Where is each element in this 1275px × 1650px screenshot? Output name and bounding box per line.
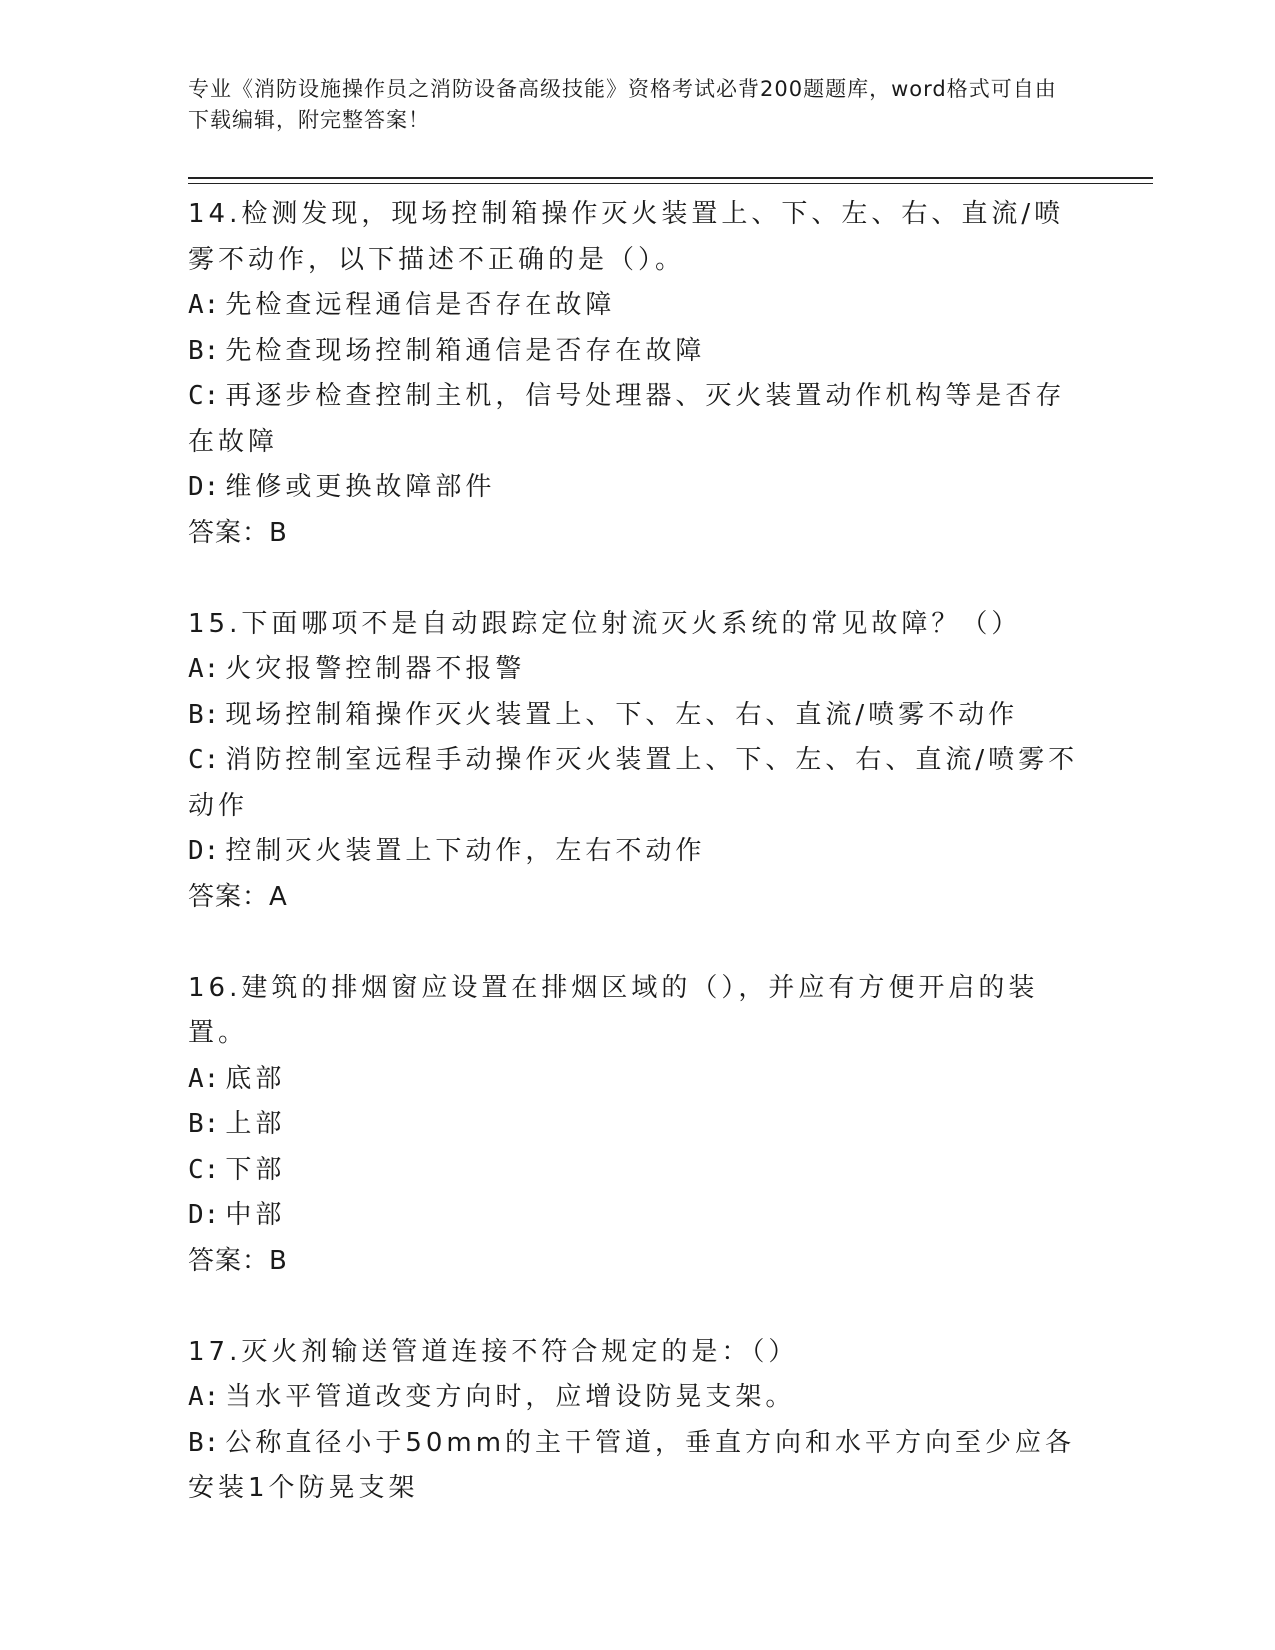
option-label: A: [188,1382,220,1412]
option-c [188,374,1088,465]
question-16 [188,966,1088,1285]
option-c [188,1148,1088,1194]
question-stem: 14.检测发现，现场控制箱操作灭火装置上、下、左、右、直流/喷雾不动作，以下描述不正确的是（）。 [188,199,1065,275]
option-text: 下部 [225,1154,286,1185]
option-b [188,693,1088,739]
option-b [188,329,1088,375]
question-14 [188,192,1088,556]
spacer [188,920,1088,966]
option-text: 上部 [225,1109,286,1139]
option-label: C: [188,745,220,775]
option-text: 当水平管道改变方向时，应增设防晃支架。 [225,1382,796,1412]
option-d [188,1193,1088,1239]
option-label: C: [188,381,220,411]
question-15 [188,602,1088,921]
option-label: B: [188,1109,220,1139]
option-label: D: [188,472,220,502]
option-text: 维修或更换故障部件 [225,472,496,502]
option-a [188,1375,1088,1421]
document-header [188,74,1068,136]
option-label: A: [188,654,220,684]
option-label: B: [188,335,220,366]
option-text: 控制灭火装置上下动作，左右不动作 [225,836,706,866]
option-text: 再逐步检查控制主机，信号处理器、灭火装置动作机构等是否存在故障 [188,381,1066,457]
option-b [188,1102,1088,1148]
option-label: A: [188,1063,220,1094]
option-a [188,647,1088,693]
option-d [188,829,1088,875]
option-label: A: [188,290,220,320]
question-stem: 16.建筑的排烟窗应设置在排烟区域的（），并应有方便开启的装置。 [188,972,1039,1048]
answer-line: 答案：B [188,517,288,548]
option-label: B: [188,1427,220,1458]
option-d [188,465,1088,511]
spacer [188,1284,1088,1330]
option-label: B: [188,699,220,730]
option-a [188,283,1088,329]
option-c [188,738,1088,829]
option-text: 公称直径小于50mm的主干管道，垂直方向和水平方向至少应各安装1个防晃支架 [188,1427,1076,1503]
option-text: 先检查远程通信是否存在故障 [225,290,616,320]
question-stem: 17.灭火剂输送管道连接不符合规定的是：（） [188,1336,799,1367]
question-stem: 15.下面哪项不是自动跟踪定位射流灭火系统的常见故障？（） [188,608,1022,639]
question-list [188,192,1088,1512]
header-divider-thick [188,177,1153,179]
answer-line: 答案：B [188,1245,288,1276]
option-text: 底部 [225,1063,286,1094]
option-text: 火灾报警控制器不报警 [225,654,526,684]
option-label: D: [188,1200,220,1230]
option-text: 现场控制箱操作灭火装置上、下、左、右、直流/喷雾不动作 [225,699,1019,730]
spacer [188,556,1088,602]
option-text: 先检查现场控制箱通信是否存在故障 [225,335,706,366]
header-divider-thin [188,183,1153,184]
option-b [188,1421,1088,1512]
option-a [188,1057,1088,1103]
option-text: 消防控制室远程手动操作灭火装置上、下、左、右、直流/喷雾不动作 [188,745,1079,821]
answer-line: 答案：A [188,881,288,912]
question-17 [188,1330,1088,1512]
option-text: 中部 [225,1200,286,1230]
header-title: 专业《消防设施操作员之消防设备高级技能》资格考试必背200题题库，word格式可自由下载编辑，附完整答案！ [188,77,1057,132]
option-label: C: [188,1154,220,1185]
option-label: D: [188,836,220,866]
